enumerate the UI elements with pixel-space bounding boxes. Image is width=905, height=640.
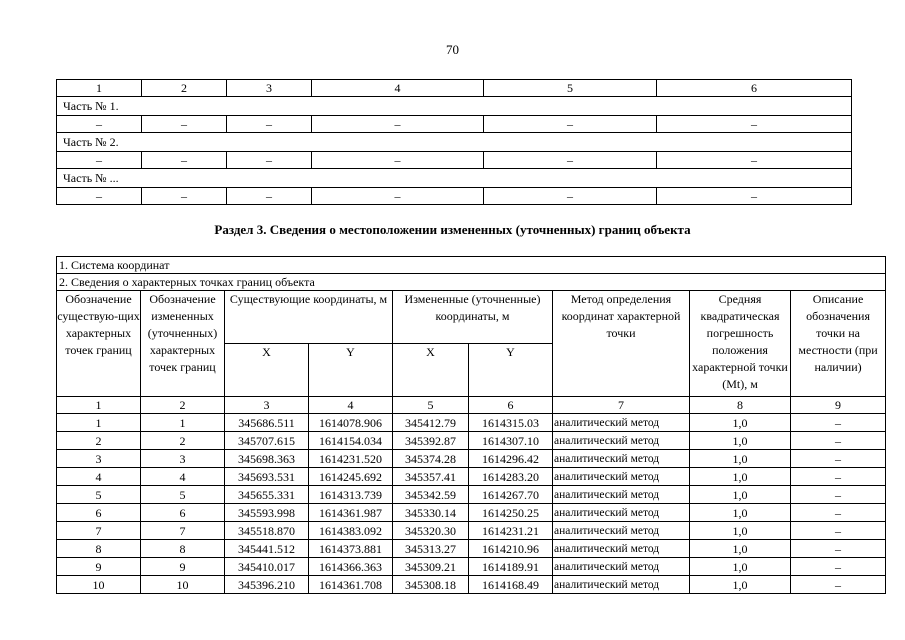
table-row — [57, 576, 886, 594]
table-row — [57, 432, 886, 450]
table-cell: 1614168.49 — [469, 576, 553, 594]
table-cell: 345396.210 — [225, 576, 309, 594]
table-cell: 9 — [141, 558, 225, 576]
table-cell: 1,0 — [690, 540, 791, 558]
table-cell: – — [57, 116, 142, 133]
table-cell: – — [227, 116, 312, 133]
table-cell: аналитический метод — [553, 576, 690, 594]
table-cell: 10 — [141, 576, 225, 594]
table-cell: – — [484, 188, 657, 205]
column-number: 5 — [484, 80, 657, 97]
table-cell: – — [791, 468, 886, 486]
table-cell: – — [791, 432, 886, 450]
part-data-row — [57, 188, 852, 205]
table-cell: – — [657, 116, 852, 133]
table-cell: 8 — [57, 540, 141, 558]
part-label-row — [57, 169, 852, 188]
part-data-row — [57, 152, 852, 169]
table-cell: 1614231.520 — [309, 450, 393, 468]
table-cell: – — [484, 116, 657, 133]
table-cell: 1614296.42 — [469, 450, 553, 468]
table-cell: аналитический метод — [553, 558, 690, 576]
table-cell: – — [57, 188, 142, 205]
table-cell: 7 — [57, 522, 141, 540]
table-cell: аналитический метод — [553, 432, 690, 450]
table-cell: аналитический метод — [553, 540, 690, 558]
table-cell: 1614231.21 — [469, 522, 553, 540]
header-changed-points: Обозначение измененных (уточненных) характерных точек границ — [141, 291, 225, 397]
column-number: 3 — [227, 80, 312, 97]
table-cell: 345308.18 — [393, 576, 469, 594]
table-cell: 345655.331 — [225, 486, 309, 504]
table-cell: – — [142, 116, 227, 133]
table-cell: 345320.30 — [393, 522, 469, 540]
table-cell: 345693.531 — [225, 468, 309, 486]
header-description: Описание обозначения точки на местности (при наличии) — [791, 291, 886, 397]
table-cell: – — [657, 188, 852, 205]
table-cell: 345518.870 — [225, 522, 309, 540]
table-cell: 1,0 — [690, 522, 791, 540]
header-x-changed: X — [393, 344, 469, 397]
table-cell: 1,0 — [690, 468, 791, 486]
table-cell: – — [657, 152, 852, 169]
boundary-points-table — [56, 256, 886, 594]
column-number: 5 — [393, 397, 469, 414]
column-number: 1 — [57, 80, 142, 97]
parts-header-row — [57, 80, 852, 97]
part-label-row — [57, 97, 852, 116]
header-x-existing: X — [225, 344, 309, 397]
char-points-label: 2. Сведения о характерных точках границ объекта — [57, 274, 886, 291]
table-cell: – — [484, 152, 657, 169]
table-cell: 2 — [141, 432, 225, 450]
part-label-row — [57, 133, 852, 152]
table-row — [57, 486, 886, 504]
table-cell: – — [791, 414, 886, 432]
table-cell: – — [791, 504, 886, 522]
table-cell: аналитический метод — [553, 468, 690, 486]
table-cell: 1 — [57, 414, 141, 432]
table-cell: 1614366.363 — [309, 558, 393, 576]
table-cell: – — [791, 450, 886, 468]
column-number: 1 — [57, 397, 141, 414]
column-number: 9 — [791, 397, 886, 414]
table-cell: 1614361.987 — [309, 504, 393, 522]
table-cell: 9 — [57, 558, 141, 576]
table-cell: аналитический метод — [553, 504, 690, 522]
table-cell: 1614078.906 — [309, 414, 393, 432]
table-cell: – — [57, 152, 142, 169]
table-row — [57, 414, 886, 432]
part-label: Часть № 1. — [57, 97, 852, 116]
table-cell: 1,0 — [690, 432, 791, 450]
header-existing-points: Обозначение существую-щих характерных точек границ — [57, 291, 141, 397]
table-cell: 345342.59 — [393, 486, 469, 504]
header-changed-coords: Измененные (уточненные) координаты, м — [393, 291, 553, 344]
table-cell: 345357.41 — [393, 468, 469, 486]
column-number: 8 — [690, 397, 791, 414]
table-cell: 1614307.10 — [469, 432, 553, 450]
table-cell: 1614154.034 — [309, 432, 393, 450]
table-cell: 1,0 — [690, 576, 791, 594]
table-cell: 1,0 — [690, 450, 791, 468]
table-cell: 3 — [141, 450, 225, 468]
table-cell: 7 — [141, 522, 225, 540]
coord-system-label: 1. Система координат — [57, 257, 886, 274]
table-cell: 345410.017 — [225, 558, 309, 576]
parts-table — [56, 79, 852, 205]
table-cell: 345309.21 — [393, 558, 469, 576]
table-cell: аналитический метод — [553, 450, 690, 468]
table-cell: 1 — [141, 414, 225, 432]
table-cell: 1614189.91 — [469, 558, 553, 576]
table-cell: 2 — [57, 432, 141, 450]
table-cell: 8 — [141, 540, 225, 558]
column-number-row — [57, 397, 886, 414]
part-label: Часть № ... — [57, 169, 852, 188]
table-cell: – — [142, 188, 227, 205]
table-cell: 1,0 — [690, 558, 791, 576]
table-cell: 345330.14 — [393, 504, 469, 522]
table-cell: 1614245.692 — [309, 468, 393, 486]
table-cell: 345313.27 — [393, 540, 469, 558]
table-cell: 345412.79 — [393, 414, 469, 432]
column-number: 2 — [141, 397, 225, 414]
table-cell: аналитический метод — [553, 414, 690, 432]
header-y-existing: Y — [309, 344, 393, 397]
table-cell: – — [791, 576, 886, 594]
table-cell: – — [791, 540, 886, 558]
column-number: 7 — [553, 397, 690, 414]
table-cell: – — [791, 558, 886, 576]
table-cell: 345593.998 — [225, 504, 309, 522]
table-row — [57, 504, 886, 522]
header-y-changed: Y — [469, 344, 553, 397]
table-cell: – — [142, 152, 227, 169]
table-cell: – — [312, 188, 484, 205]
table-cell: аналитический метод — [553, 522, 690, 540]
table-cell: аналитический метод — [553, 486, 690, 504]
column-number: 4 — [312, 80, 484, 97]
table-row — [57, 540, 886, 558]
column-number: 4 — [309, 397, 393, 414]
table-cell: – — [312, 116, 484, 133]
page-number: 70 — [446, 42, 459, 57]
table-cell: 6 — [57, 504, 141, 522]
part-label: Часть № 2. — [57, 133, 852, 152]
table-cell: 1614210.96 — [469, 540, 553, 558]
header-method: Метод определения координат характерной точки — [553, 291, 690, 397]
table-cell: 1614283.20 — [469, 468, 553, 486]
table-cell: 345441.512 — [225, 540, 309, 558]
table-cell: 10 — [57, 576, 141, 594]
table-row — [57, 558, 886, 576]
table-cell: 1614267.70 — [469, 486, 553, 504]
table-cell: 1,0 — [690, 414, 791, 432]
table-cell: – — [227, 188, 312, 205]
table-cell: – — [312, 152, 484, 169]
table-cell: 345374.28 — [393, 450, 469, 468]
table-cell: 4 — [141, 468, 225, 486]
section-title: Раздел 3. Сведения о местоположении измененных (уточненных) границ объекта — [214, 222, 691, 237]
table-cell: 5 — [57, 486, 141, 504]
table-cell: 1614383.092 — [309, 522, 393, 540]
column-number: 3 — [225, 397, 309, 414]
table-cell: 5 — [141, 486, 225, 504]
table-cell: 1614361.708 — [309, 576, 393, 594]
table-row — [57, 468, 886, 486]
table-row — [57, 450, 886, 468]
table-cell: 4 — [57, 468, 141, 486]
table-cell: 6 — [141, 504, 225, 522]
table-cell: 345707.615 — [225, 432, 309, 450]
table-cell: – — [791, 486, 886, 504]
table-cell: – — [791, 522, 886, 540]
header-error: Средняя квадратическая погрешность положения характерной точки (Mt), м — [690, 291, 791, 397]
header-existing-coords: Существующие координаты, м — [225, 291, 393, 344]
table-cell: 345392.87 — [393, 432, 469, 450]
table-cell: 3 — [57, 450, 141, 468]
column-number: 6 — [657, 80, 852, 97]
table-cell: 1,0 — [690, 486, 791, 504]
table-cell: 1614250.25 — [469, 504, 553, 522]
table-cell: – — [227, 152, 312, 169]
table-cell: 1614313.739 — [309, 486, 393, 504]
column-number: 6 — [469, 397, 553, 414]
column-number: 2 — [142, 80, 227, 97]
table-cell: 1,0 — [690, 504, 791, 522]
table-cell: 1614373.881 — [309, 540, 393, 558]
part-data-row — [57, 116, 852, 133]
table-cell: 345686.511 — [225, 414, 309, 432]
table-row — [57, 522, 886, 540]
table-cell: 1614315.03 — [469, 414, 553, 432]
table-cell: 345698.363 — [225, 450, 309, 468]
